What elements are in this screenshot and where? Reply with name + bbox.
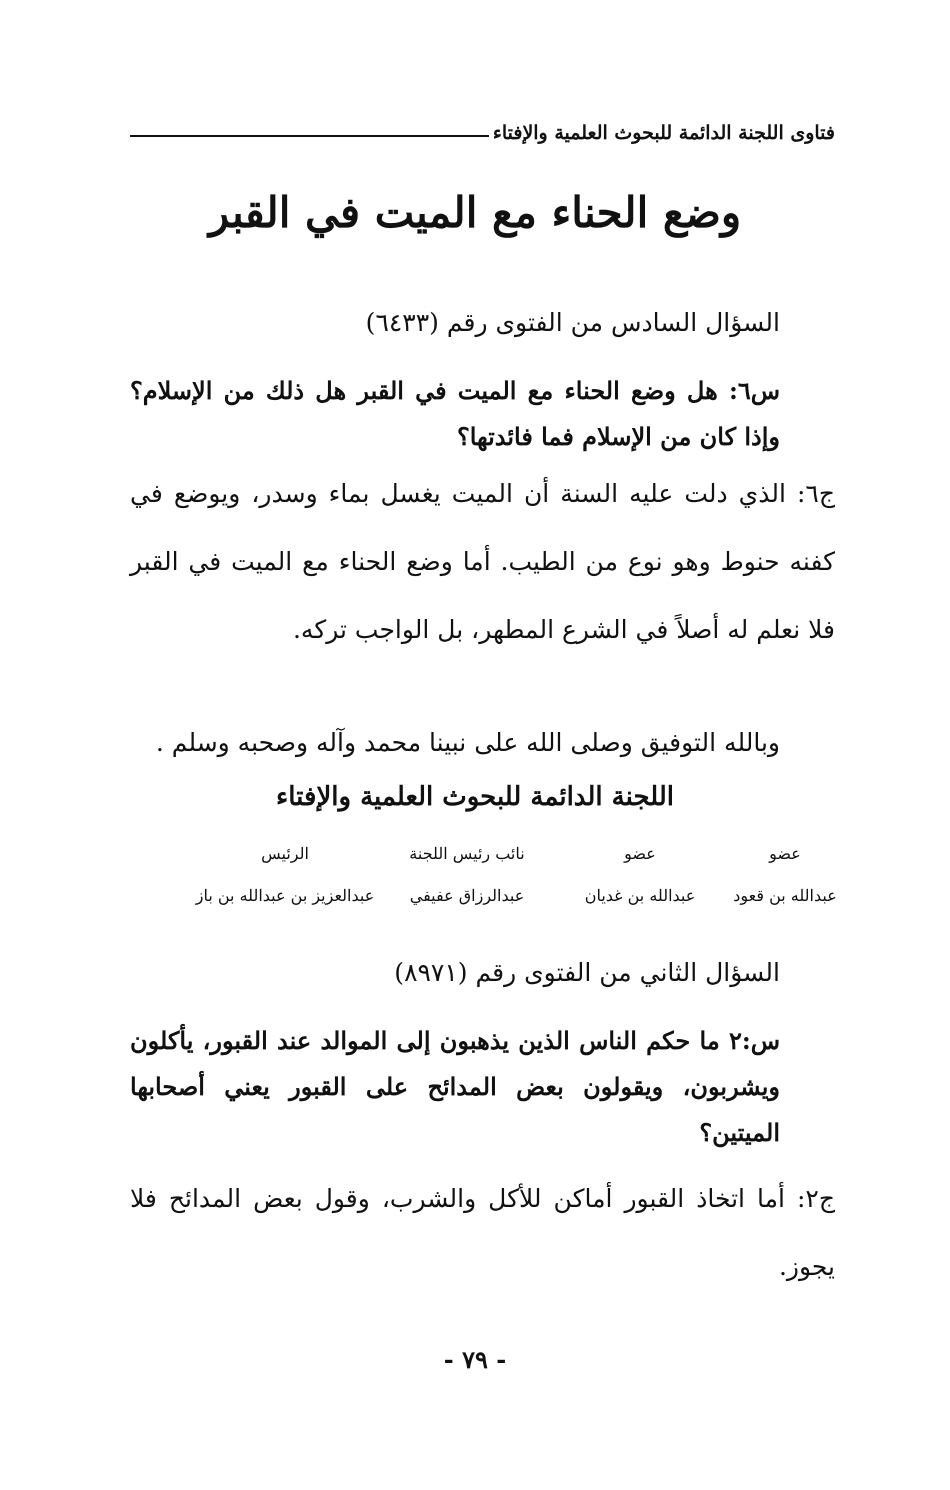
fatwa-1-reference: السؤال السادس من الفتوى رقم (٦٤٣٣): [365, 308, 780, 337]
fatwa-2-question-text: ما حكم الناس الذين يذهبون إلى الموالد عند القبور، يأكلون ويشربون، ويقولون بعض المدائح على القبور يعني أصحابها الميتين؟: [130, 1026, 780, 1147]
closing-formula: وبالله التوفيق وصلى الله على نبينا محمد وآله وصحبه وسلم .: [155, 728, 780, 757]
fatwa-2-question-label: س:٢: [728, 1026, 781, 1055]
fatwa-1-question-text: هل وضع الحناء مع الميت في القبر هل ذلك من الإسلام؟ وإذا كان من الإسلام فما فائدتها؟: [130, 376, 780, 451]
signatory-name: عبدالرزاق عفيفي: [409, 886, 525, 905]
fatwa-2-reference: السؤال الثاني من الفتوى رقم (٨٩٧١): [394, 958, 780, 987]
running-header-title: فتاوى اللجنة الدائمة للبحوث العلمية والإفتاء: [492, 122, 835, 144]
signatory-names: [130, 886, 835, 914]
fatwa-2-question: [130, 1018, 780, 1156]
fatwa-1-answer-text: الذي دلت عليه السنة أن الميت يغسل بماء وسدر، ويوضع في كفنه حنوط وهو نوع من الطيب. أما وضع الحناء مع الميت في القبر فلا نعلم له أصلاً في الشرع المطهر، بل الواجب تركه.: [130, 479, 835, 644]
page-number: - ٧٩ -: [443, 1345, 507, 1374]
fatwa-1-question-label: س٦:: [728, 376, 780, 405]
header-rule: [130, 135, 489, 137]
fatwa-1-question: [130, 368, 780, 460]
fatwa-2-answer-text: أما اتخاذ القبور أماكن للأكل والشرب، وقول بعض المدائح فلا يجوز.: [130, 1184, 835, 1281]
signatory-role: الرئيس: [261, 844, 309, 863]
page-title: وضع الحناء مع الميت في القبر: [208, 188, 742, 237]
signatory-role: نائب رئيس اللجنة: [409, 844, 525, 863]
signatory-name: عبدالله بن قعود: [733, 886, 837, 905]
running-header: [130, 118, 835, 148]
fatwa-1-answer-label: ج٦:: [796, 479, 835, 508]
signatory-name: عبدالعزيز بن عبدالله بن باز: [195, 886, 375, 905]
signatory-name: عبدالله بن غديان: [584, 886, 696, 905]
fatwa-1-answer: [130, 460, 835, 664]
fatwa-2-answer-label: ج٢:: [796, 1184, 835, 1213]
committee-name: اللجنة الدائمة للبحوث العلمية والإفتاء: [276, 782, 674, 812]
signatory-roles: [130, 844, 835, 872]
signatory-role: عضو: [769, 844, 801, 863]
fatwa-2-answer: [130, 1165, 835, 1301]
signatory-role: عضو: [624, 844, 656, 863]
